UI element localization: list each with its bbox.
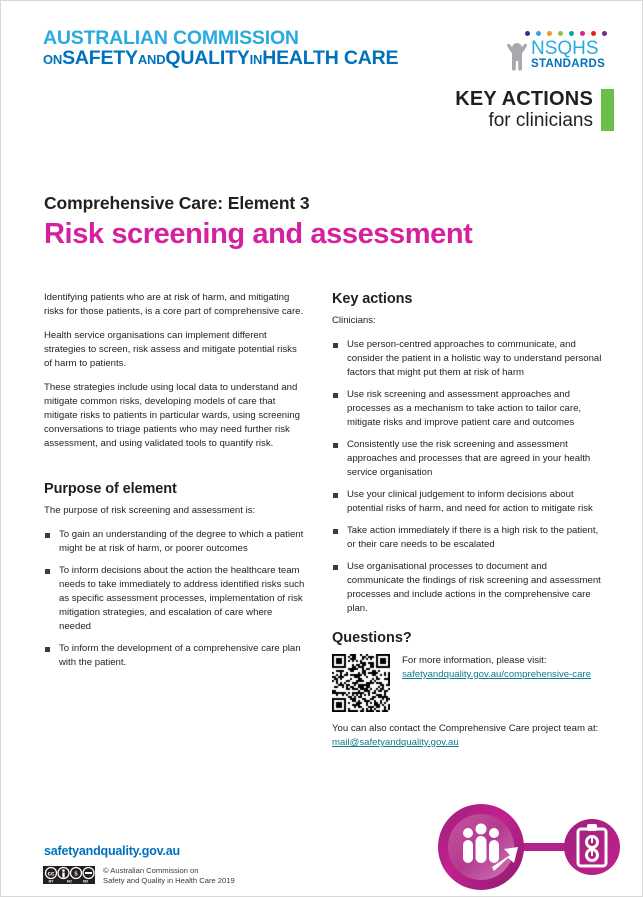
comprehensive-care-icon	[426, 797, 626, 897]
nsqhs-dot	[602, 31, 607, 36]
acsqhc-logo-line1	[43, 28, 398, 48]
contact-prefix: You can also contact the Comprehensive Care project team at:	[332, 723, 599, 734]
copyright-line-2: Safety and Quality in Health Care 2019	[103, 876, 235, 886]
questions-heading: Questions?	[332, 630, 412, 646]
intro-paragraph: Health service organisations can implement different strategies to screen, risk assess and mitigate potential risks of harm to patients.	[44, 330, 297, 369]
key-actions-heading: Key actions	[332, 291, 413, 307]
nsqhs-dot	[525, 31, 530, 36]
copyright-line-1: © Australian Commission on	[103, 866, 199, 875]
contact-text	[332, 722, 604, 750]
key-action-list-item: Consistently use the risk screening and assessment approaches and processes that are agreed in your health service organisation	[332, 438, 604, 480]
svg-text:NC: NC	[66, 879, 73, 884]
key-actions-lead: Clinicians:	[332, 315, 376, 326]
creative-commons-icon	[43, 866, 95, 884]
nsqhs-dot	[536, 31, 541, 36]
purpose-lead: The purpose of risk screening and assessment is:	[44, 505, 256, 516]
svg-text:$: $	[74, 870, 78, 878]
nsqhs-text-block	[531, 39, 605, 71]
purpose-heading: Purpose of element	[44, 481, 177, 497]
key-action-list-item: Use risk screening and assessment approaches and processes as a mechanism to take action to tailor care, mitigate risks and improve patient care and outcomes	[332, 388, 604, 430]
page-title: Risk screening and assessment	[44, 218, 473, 250]
key-actions-subheading: for clinicians	[488, 109, 593, 131]
acsqhc-word-quality: QUALITY	[165, 47, 250, 70]
key-actions-text	[455, 89, 601, 131]
left-column	[44, 291, 306, 678]
footer-website-url[interactable]: safetyandquality.gov.au	[44, 844, 180, 858]
visit-label: For more information, please visit:	[402, 655, 547, 666]
questions-text	[402, 654, 591, 682]
acsqhc-word-safety: SAFETY	[62, 47, 138, 70]
acsqhc-word-in: IN	[249, 52, 263, 68]
svg-text:cc: cc	[47, 871, 55, 878]
purpose-list-item: To inform the development of a comprehensive care plan with the patient.	[44, 642, 306, 670]
key-actions-accent-bar	[601, 89, 614, 131]
key-action-list-item: Take action immediately if there is a high risk to the patient, or their care needs to be escalated	[332, 524, 604, 552]
svg-text:BY: BY	[48, 879, 54, 884]
spacer	[44, 461, 306, 481]
nsqhs-title: NSQHS	[531, 38, 599, 59]
page-header	[1, 1, 643, 146]
intro-paragraphs	[44, 291, 306, 451]
purpose-list-item: To gain an understanding of the degree to which a patient might be at risk of harm, or poorer outcomes	[44, 528, 306, 556]
key-action-list-item: Use organisational processes to document and communicate the findings of risk screening and assessment processes and include actions in the comprehensive care plan.	[332, 560, 604, 616]
nsqhs-dot	[547, 31, 552, 36]
copyright-text	[103, 866, 235, 886]
intro-paragraph: Identifying patients who are at risk of harm, and mitigating risks for those patients, is a core part of comprehensive care.	[44, 292, 304, 317]
acsqhc-word-healthcare: HEALTH CARE	[262, 47, 399, 70]
purpose-list	[44, 528, 306, 670]
contact-email-link[interactable]: mail@safetyandquality.gov.au	[332, 736, 459, 748]
footer-copyright-block	[43, 866, 235, 886]
title-block	[44, 193, 604, 251]
acsqhc-word-and: AND	[137, 52, 166, 68]
acsqhc-word-australian: AUSTRALIAN	[43, 27, 168, 49]
questions-qr-row	[332, 654, 604, 712]
key-action-list-item: Use your clinical judgement to inform decisions about potential risks of harm, and need for action to mitigate risk	[332, 488, 604, 516]
key-actions-banner	[455, 89, 614, 131]
comprehensive-care-link[interactable]: safetyandquality.gov.au/comprehensive-care	[402, 668, 591, 680]
acsqhc-logo	[43, 28, 398, 69]
acsqhc-word-on: ON	[43, 52, 63, 68]
nsqhs-dot	[591, 31, 596, 36]
intro-paragraph: These strategies include using local data to understand and mitigate common risks, developing models of care that mitigate risks to patients in particular wards, using screening conversations to triage patients who may need further risk assessment, and using validated tools to quantify risk.	[44, 382, 300, 449]
acsqhc-logo-line2	[43, 48, 398, 68]
key-actions-list	[332, 338, 604, 616]
acsqhc-word-commission: COMMISSION	[172, 27, 299, 49]
nsqhs-dots-decoration	[525, 31, 610, 38]
nsqhs-dot	[580, 31, 585, 36]
nsqhs-person-icon	[505, 39, 529, 71]
key-actions-heading: KEY ACTIONS	[455, 88, 593, 110]
nsqhs-dot	[569, 31, 574, 36]
key-action-list-item: Use person-centred approaches to communicate, and consider the patient in a holistic way to understand personal factors that might put them at risk of harm	[332, 338, 604, 380]
qr-code-icon[interactable]	[332, 654, 390, 712]
page-eyebrow: Comprehensive Care: Element 3	[44, 193, 310, 213]
nsqhs-standards-logo	[505, 31, 610, 73]
right-column	[332, 291, 604, 750]
nsqhs-dot	[558, 31, 563, 36]
purpose-list-item: To inform decisions about the action the healthcare team needs to take immediately to address identified risks such as specific assessment processes, implementation of risk mitigation strategies, and escalation of care where needed	[44, 564, 306, 634]
svg-text:ND: ND	[82, 879, 89, 884]
nsqhs-subtitle: STANDARDS	[531, 58, 606, 70]
